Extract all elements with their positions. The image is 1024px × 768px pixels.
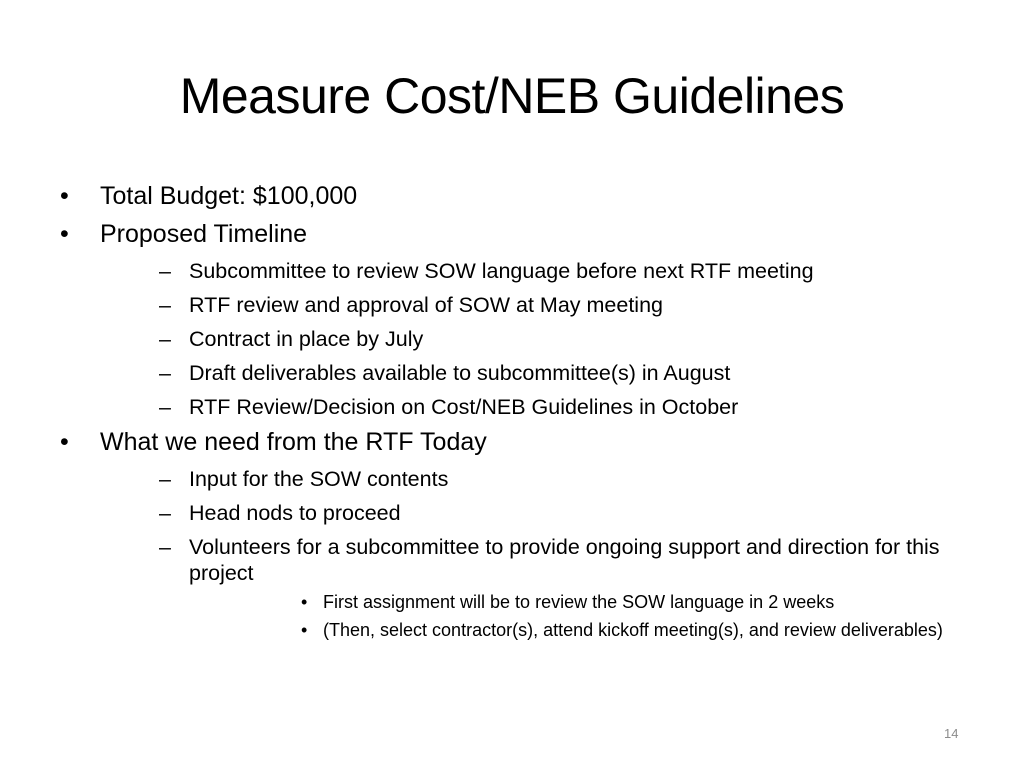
sub-bullet-list xyxy=(100,258,976,420)
sub-bullet-text: RTF Review/Decision on Cost/NEB Guidelines in October xyxy=(189,395,739,419)
sub-bullet-text: RTF review and approval of SOW at May meeting xyxy=(189,293,663,317)
dash-icon: – xyxy=(159,501,171,525)
dash-icon: – xyxy=(159,327,171,351)
bullet-what-we-need xyxy=(56,426,976,642)
sub-bullet xyxy=(100,466,976,492)
bullet-dot-icon: • xyxy=(60,220,69,248)
bullet-dot-icon: • xyxy=(60,182,69,210)
dash-icon: – xyxy=(159,395,171,419)
sub-bullet-text: Contract in place by July xyxy=(189,327,424,351)
sub-bullet-text: Subcommittee to review SOW language before next RTF meeting xyxy=(189,259,814,283)
dash-icon: – xyxy=(159,361,171,385)
sub-bullet xyxy=(100,534,976,642)
dash-icon: – xyxy=(159,535,171,559)
sub-bullet-text: Input for the SOW contents xyxy=(189,467,449,491)
bullet-dot-icon: • xyxy=(60,428,69,456)
page-number: 14 xyxy=(944,726,959,741)
bullet-text: Total Budget: $100,000 xyxy=(100,182,358,210)
sub-bullet xyxy=(100,326,976,352)
slide-title: Measure Cost/NEB Guidelines xyxy=(179,68,845,124)
sub-sub-bullet-text: First assignment will be to review the SOW language in 2 weeks xyxy=(323,592,835,612)
small-dot-icon: • xyxy=(301,620,308,640)
sub-bullet-list xyxy=(100,466,976,642)
sub-bullet-text: Draft deliverables available to subcommittee(s) in August xyxy=(189,361,731,385)
sub-bullet xyxy=(100,394,976,420)
dash-icon: – xyxy=(159,467,171,491)
dash-icon: – xyxy=(159,293,171,317)
sub-bullet-text: Volunteers for a subcommittee to provide ongoing support and direction for this project xyxy=(189,535,940,585)
bullet-list xyxy=(56,180,976,642)
sub-bullet xyxy=(100,500,976,526)
bullet-proposed-timeline xyxy=(56,218,976,420)
small-dot-icon: • xyxy=(301,592,308,612)
sub-bullet xyxy=(100,258,976,284)
dash-icon: – xyxy=(159,259,171,283)
sub-bullet-text: Head nods to proceed xyxy=(189,501,401,525)
bullet-text: What we need from the RTF Today xyxy=(100,428,487,456)
sub-sub-bullet-text: (Then, select contractor(s), attend kickoff meeting(s), and review deliverables) xyxy=(323,620,943,640)
sub-bullet xyxy=(100,292,976,318)
slide-body xyxy=(56,180,976,642)
sub-sub-bullet xyxy=(189,590,976,614)
sub-sub-bullet-list xyxy=(189,590,976,642)
sub-sub-bullet xyxy=(189,618,976,642)
bullet-total-budget xyxy=(56,180,976,212)
sub-bullet xyxy=(100,360,976,386)
bullet-text: Proposed Timeline xyxy=(100,220,308,248)
